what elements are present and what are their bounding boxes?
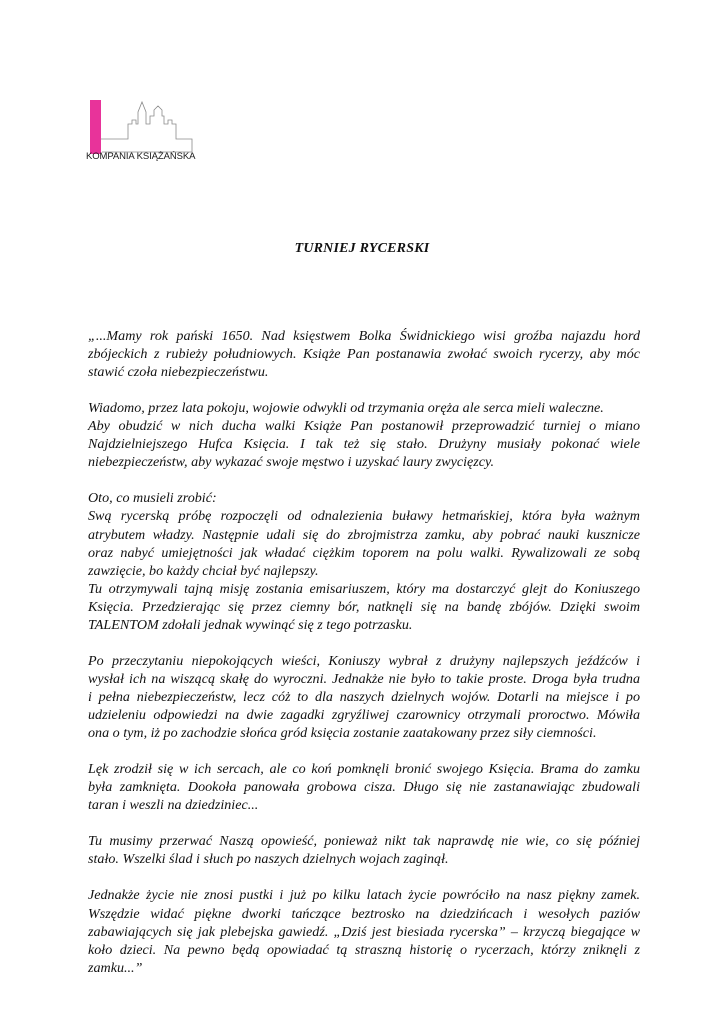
text-line: stało. Wszelki ślad i słuch po naszych dzielnych wojach zaginął. [88,851,449,868]
text-line: Swą rycerską próbę rozpoczęli od odnalezienia buławy hetmańskiej, która była ważnym [88,508,640,525]
text-line: Tu musimy przerwać Naszą opowieść, ponieważ nikt tak naprawdę nie wie, co się później [88,833,640,850]
text-line: była zamknięta. Dookoła panowała grobowa cisza. Długo się nie zastanawiając zbudowali [88,779,640,796]
text-line: Wszędzie widać piękne dworki tańczące beztrosko na dziedzińcach i wesołych paziów [88,905,640,922]
text-line: ona o tym, iż po zachodzie słońca gród księcia zostanie zaatakowany przez siły ciemności. [88,725,597,742]
document-body [88,327,640,995]
text-line: zawzięcie, bo każdy chciał być najlepszy. [88,562,319,579]
castle-logo-icon [84,96,204,154]
text-line: Jednakże życie nie znosi pustki i już po kilku latach życie powróciło na nasz piękny zamek. [88,887,640,904]
text-line: Oto, co musieli zrobić: [88,490,217,507]
text-line: zbójeckich z rubieży południowych. Książe Pan postanawia zwołać swoich rycerzy, aby móc [88,346,640,363]
company-logo [84,96,204,170]
paragraph [88,652,640,742]
text-line: taran i weszli na dziedziniec... [88,797,259,814]
document-title: TURNIEJ RYCERSKI [294,241,430,256]
text-line: Wiadomo, przez lata pokoju, wojowie odwykli od trzymania oręża ale serca mieli waleczne. [88,400,604,417]
text-line: udzieleniu odpowiedzi na dwie zagadki zgryźliwej czarownicy otrzymali proroctwo. Mówiła [88,706,640,723]
text-line: niebezpieczeństw, aby wykazać swoje męstwo i uzyskać laury zwycięzcy. [88,454,495,471]
text-line: „...Mamy rok pański 1650. Nad księstwem Bolka Świdnickiego wisi groźba najazdu hord [88,328,640,344]
text-line: wysłał ich na wiszącą skałę do wyroczni. Jednakże nie było to takie proste. Droga była trudna [88,670,640,687]
text-line: TALENTOM zdołali jednak wywinąć się z tego potrzasku. [88,616,413,633]
text-line: Księcia. Przedzierając się przez ciemny bór, natknęli się na bandę zbójów. Dzięki swoim [88,598,640,615]
text-line: Aby obudzić w nich ducha walki Książe Pan postanowił przeprowadzić turniej o miano [88,418,640,435]
paragraph [88,760,640,814]
text-line: oraz nabyć umiejętności jak władać ciężkim toporem na polu walki. Rywalizowali ze sobą [88,544,640,561]
paragraph [88,489,640,633]
paragraph [88,399,640,471]
text-line: Lęk zrodził się w ich sercach, ale co koń pomknęli bronić swojego Księcia. Brama do zamku [88,761,640,778]
paragraph [88,886,640,976]
text-line: zabawiających się jak plebejska gawiedź. „Dziś jest biesiada rycerska” – krzyczą biegające w [88,923,640,940]
text-line: koło dzieci. Na pewno będą opowiadać tą straszną historię o rycerzach, którzy zniknęli z [88,941,640,958]
paragraph [88,327,640,381]
text-line: Najdzielniejszego Hufca Księcia. I tak też się stało. Drużyny musiały pokonać wiele [88,436,640,453]
text-line: zamku...” [88,959,143,976]
text-line: Po przeczytaniu niepokojących wieści, Koniuszy wybrał z drużyny najlepszych jeźdźców i [88,652,640,669]
logo-text: KOMPANIA KSIĄŻAŃSKA [86,151,196,162]
paragraph [88,832,640,868]
text-line: atrybutem władzy. Następnie udali się do zbrojmistrza zamku, aby pobrać nauki kusznicze [88,526,640,543]
text-line: i pełna niebezpieczeństw, lecz cóż to dla naszych dzielnych wojów. Dotarli na miejsce i po [88,688,640,705]
text-line: stawić czoła niebezpieczeństwu. [88,364,269,381]
text-line: Tu otrzymywali tajną misję zostania emisariuszem, który ma dostarczyć glejt do Koniuszego [88,580,640,597]
